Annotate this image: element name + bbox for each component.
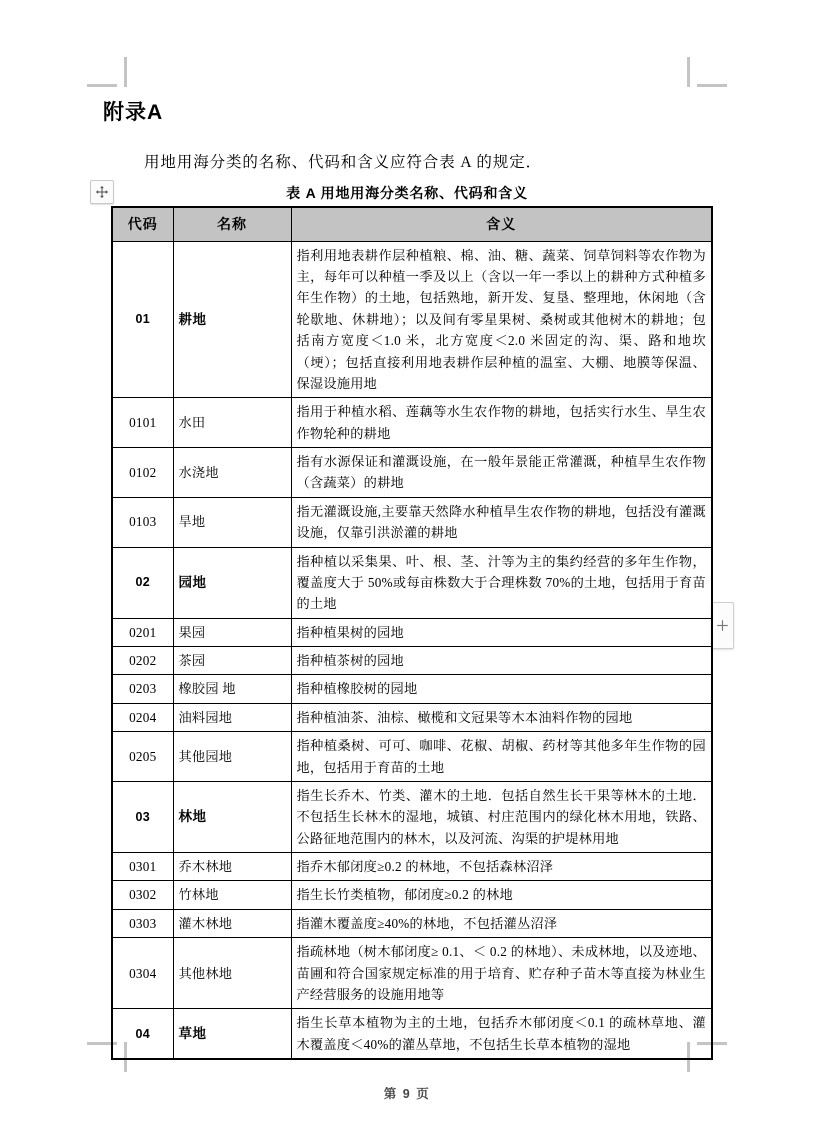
cell-code: 0304 (112, 938, 173, 1009)
table-row (112, 853, 712, 881)
table-row (112, 781, 712, 852)
cell-meaning: 指利用地表耕作层种植粮、棉、油、糖、蔬菜、饲草饲料等农作物为主，每年可以种植一季及以上（含以一年一季以上的耕种方式种植多年生作物）的土地，包括熟地，新开发、复垦、整理地，休闲地（含轮歇地、休耕地）；以及间有零星果树、桑树或其他树木的耕地；包括南方宽度＜1.0 米，北方宽度＜2.0 米固定的沟、渠、路和地坎（埂）；包括直接利用地表耕作层种植的温室、大棚、地膜等保温、保湿设施用地 (291, 241, 712, 398)
cell-meaning: 指生长乔木、竹类、灌木的土地．包括自然生长干果等林木的土地．不包括生长林木的湿地，城镇、村庄范围内的绿化林木用地，铁路、公路征地范围内的林木，以及河流、沟渠的护堤林用地 (291, 781, 712, 852)
table-row (112, 881, 712, 909)
table-row (112, 241, 712, 398)
cell-meaning: 指种植桑树、可可、咖啡、花椒、胡椒、药材等其他多年生作物的园地，包括用于育苗的土地 (291, 732, 712, 782)
table-row (112, 398, 712, 448)
move-four-arrows-icon (95, 185, 109, 199)
cell-name: 水浇地 (173, 448, 291, 498)
cell-code: 0301 (112, 853, 173, 881)
table-row (112, 938, 712, 1009)
crop-mark-top-right (687, 47, 727, 87)
classification-table-wrapper (111, 206, 711, 1060)
cell-name: 橡胶园 地 (173, 675, 291, 703)
cell-meaning: 指种植以采集果、叶、根、茎、汁等为主的集约经营的多年生作物，覆盖度大于 50%或每亩株数大于合理株数 70%的土地，包括用于育苗的土地 (291, 547, 712, 618)
cell-meaning: 指种植油茶、油棕、橄榄和文冠果等木本油料作物的园地 (291, 703, 712, 731)
crop-mark-top-left (87, 47, 127, 87)
table-row (112, 732, 712, 782)
cell-meaning: 指疏林地（树木郁闭度≥ 0.1、＜ 0.2 的林地）、未成林地，以及迹地、苗圃和符合国家规定标准的用于培育、贮存种子苗木等直接为林业生产经营服务的设施用地等 (291, 938, 712, 1009)
table-row (112, 1009, 712, 1059)
cell-meaning: 指种植茶树的园地 (291, 647, 712, 675)
cell-meaning: 指生长竹类植物，郁闭度≥0.2 的林地 (291, 881, 712, 909)
cell-meaning: 指种植橡胶树的园地 (291, 675, 712, 703)
cell-name: 乔木林地 (173, 853, 291, 881)
table-move-handle[interactable] (90, 180, 114, 204)
cell-name: 耕地 (173, 241, 291, 398)
table-row (112, 909, 712, 937)
cell-name: 茶园 (173, 647, 291, 675)
cell-name: 园地 (173, 547, 291, 618)
table-row (112, 547, 712, 618)
cell-code: 0204 (112, 703, 173, 731)
table-row (112, 703, 712, 731)
cell-name: 灌木林地 (173, 909, 291, 937)
table-row (112, 647, 712, 675)
cell-code: 02 (112, 547, 173, 618)
cell-name: 林地 (173, 781, 291, 852)
column-header-code: 代码 (112, 207, 173, 241)
plus-icon (716, 619, 729, 632)
cell-meaning: 指乔木郁闭度≥0.2 的林地，不包括森林沼泽 (291, 853, 712, 881)
cell-name: 果园 (173, 618, 291, 646)
cell-meaning: 指种植果树的园地 (291, 618, 712, 646)
cell-code: 0203 (112, 675, 173, 703)
table-caption: 表 A 用地用海分类名称、代码和含义 (286, 185, 528, 201)
column-header-meaning: 含义 (291, 207, 712, 241)
cell-code: 0102 (112, 448, 173, 498)
table-body (112, 241, 712, 1059)
table-row (112, 618, 712, 646)
cell-meaning: 指有水源保证和灌溉设施，在一般年景能正常灌溉，种植旱生农作物（含蔬菜）的耕地 (291, 448, 712, 498)
column-header-name: 名称 (173, 207, 291, 241)
cell-meaning: 指灌木覆盖度≥40%的林地，不包括灌丛沼泽 (291, 909, 712, 937)
cell-name: 其他林地 (173, 938, 291, 1009)
cell-code: 0103 (112, 497, 173, 547)
cell-code: 0101 (112, 398, 173, 448)
classification-table (111, 206, 713, 1060)
cell-meaning: 指用于种植水稻、莲藕等水生农作物的耕地，包括实行水生、旱生农作物轮种的耕地 (291, 398, 712, 448)
cell-code: 01 (112, 241, 173, 398)
table-row (112, 675, 712, 703)
cell-name: 旱地 (173, 497, 291, 547)
cell-code: 04 (112, 1009, 173, 1059)
cell-code: 03 (112, 781, 173, 852)
cell-name: 水田 (173, 398, 291, 448)
cell-name: 油料园地 (173, 703, 291, 731)
cell-name: 竹林地 (173, 881, 291, 909)
cell-meaning: 指无灌溉设施,主要靠天然降水种植旱生农作物的耕地，包括没有灌溉设施，仅靠引洪淤灌的耕地 (291, 497, 712, 547)
page-title: 附录A (103, 101, 164, 124)
table-row (112, 497, 712, 547)
cell-code: 0303 (112, 909, 173, 937)
cell-code: 0205 (112, 732, 173, 782)
cell-meaning: 指生长草本植物为主的土地，包括乔木郁闭度＜0.1 的疏林草地、灌木覆盖度＜40%的灌丛草地，不包括生长草本植物的湿地 (291, 1009, 712, 1059)
table-insert-button[interactable] (711, 602, 734, 649)
cell-code: 0302 (112, 881, 173, 909)
page-footer: 第 9 页 (383, 1087, 431, 1101)
table-header-row (112, 207, 712, 241)
cell-name: 草地 (173, 1009, 291, 1059)
cell-code: 0201 (112, 618, 173, 646)
cell-name: 其他园地 (173, 732, 291, 782)
table-row (112, 448, 712, 498)
intro-paragraph: 用地用海分类的名称、代码和含义应符合表 A 的规定． (144, 154, 542, 171)
cell-code: 0202 (112, 647, 173, 675)
